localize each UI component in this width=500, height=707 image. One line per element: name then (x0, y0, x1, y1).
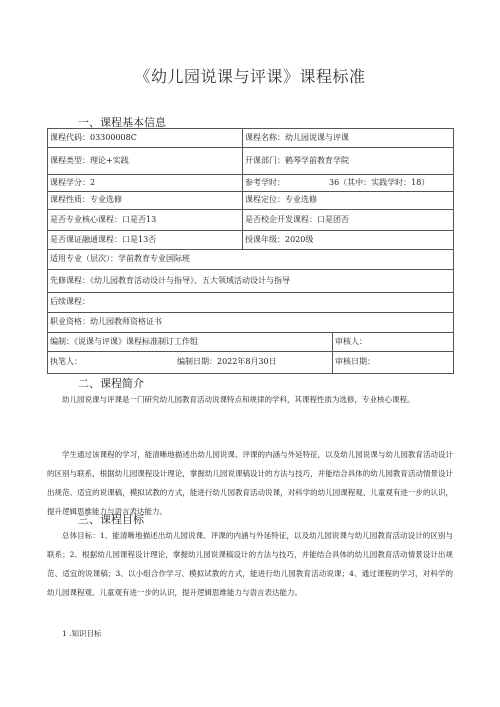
writer-label: 执笔人： (50, 357, 82, 367)
document-title: 《幼儿园说课与评课》课程标准 (134, 67, 366, 86)
course-name-cell: 课程名称：幼儿园说课与评课 (243, 129, 454, 148)
credits-cell (48, 175, 243, 192)
table-row (48, 293, 454, 313)
review-date-cell: 审核日期： (333, 352, 454, 374)
table-row (48, 250, 454, 270)
table-row (48, 270, 454, 293)
compile-date: 编制日期：2022年8月30日 (177, 357, 277, 367)
qualification-cell: 职业资格：幼儿园教师资格证书 (48, 313, 454, 333)
objectives-paragraph: 总体目标：1、能清晰地描述出幼儿园说课、评课的内涵与外延特征，以及幼儿园说课与幼儿园教育活动设计的区别与联系；2、根据幼儿园课程设计理论，掌握幼儿园说课稿设计的方法与技巧，并能结合具体的幼儿园教育活动情景设计出规范、适宜的说课稿；3、以小组合作学习、模拟试教的方式，能进行幼儿园教育活动说课；4、通过课程的学习，对科学的幼儿园课程观、儿童观有进一步的认识，提升逻辑思维能力与语言表达能力。 (47, 531, 453, 597)
table-row (48, 129, 454, 148)
intro-paragraph-2: 学生通过该课程的学习，能清晰地描述出幼儿园说课、评课的内涵与外延特征，以及幼儿园说课与幼儿园教育活动设计的区别与联系，根据幼儿园课程设计理论，掌握幼儿园说课稿设计的方法与技巧，并能结合具体的幼儿园教育活动情景设计出规范、适宜的说课稿，模拟试教的方式，能进行幼儿园教育活动说课，对科学的幼儿园课程观、儿童观有进一步的认识，提升逻辑思维能力与语言表达能力。 (47, 450, 453, 516)
section-heading-introduction: 二、课程简介 (78, 377, 144, 390)
knowledge-objective-heading: 1 .知识目标 (62, 629, 102, 638)
table-row (48, 352, 454, 374)
course-nature-cell: 课程性质：专业选修 (48, 192, 243, 210)
section-heading-basic-info: 一、课程基本信息 (78, 116, 166, 129)
table-row (48, 148, 454, 175)
department-cell: 开课部门：鹤琴学前教育学院 (243, 148, 454, 175)
course-code-cell: 课程代码：03300008C (48, 129, 243, 148)
table-row (48, 231, 454, 250)
course-position-cell: 课程定位：专业选修 (243, 192, 454, 210)
school-enterprise-cell: 是否校企开发课程：口是团否 (243, 210, 454, 231)
course-type-cell: 课程类型：理论+实践 (48, 148, 243, 175)
reviewer-cell: 审核人： (333, 333, 454, 352)
core-course-cell: 是否专业核心课程：口是否13 (48, 210, 243, 231)
table-row (48, 210, 454, 231)
prerequisite-cell: 先修课程：《幼儿园教育活动设计与指导》、五大领域活动设计与指导 (48, 270, 454, 293)
table-row (48, 192, 454, 210)
grade-cell: 授课年级：2020级 (243, 231, 454, 250)
applicable-major-cell: 适用专业（层次）：学前教育专业国际班 (48, 250, 454, 270)
writer-date-cell (48, 352, 333, 374)
hours-cell (243, 175, 454, 192)
certificate-integration-cell: 是否课证融通课程：口是13否 (48, 231, 243, 250)
credits-label: 课程学分： (50, 177, 90, 187)
course-info-table (47, 128, 454, 374)
section-heading-objectives: 三、课程目标 (78, 513, 144, 526)
hours-label: 参考学时： (245, 177, 285, 187)
hours-value: 36（其中：实践学时：18） (329, 177, 430, 187)
intro-paragraph-1: 幼儿园说课与评课是一门研究幼儿园教育活动说课特点和规律的学科，其课程性质为选修，专业核心课程。 (62, 395, 415, 404)
table-row (48, 333, 454, 352)
subsequent-cell: 后续课程： (48, 293, 454, 313)
table-row (48, 313, 454, 333)
table-row (48, 175, 454, 192)
credits-value: 2 (90, 177, 96, 187)
compiler-cell: 编制：《说课与评课》课程标准制订工作组 (48, 333, 333, 352)
